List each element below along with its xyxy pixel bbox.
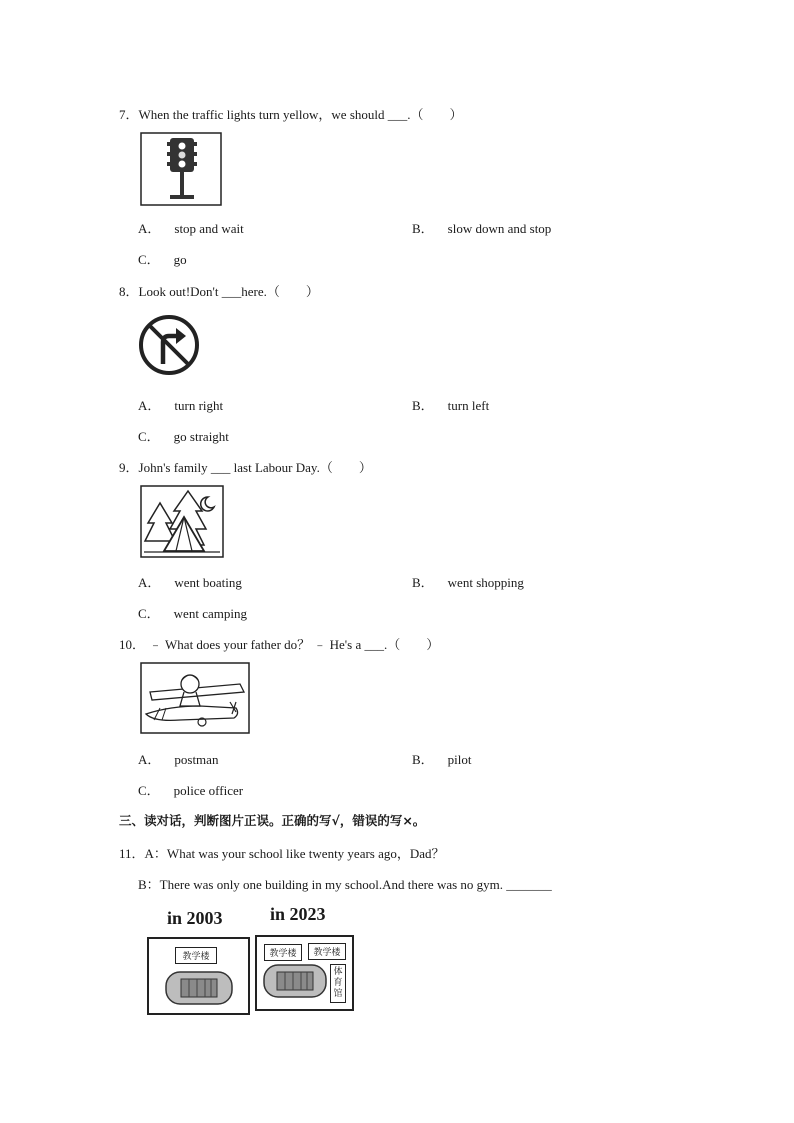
- question-10-stem: 10． ﹣ What does your father do？ ﹣ He's a ___.（ ）: [119, 637, 440, 652]
- option-10a[interactable]: A． postman: [138, 752, 219, 767]
- section-3-title: 三、读对话，判断图片正误。正确的写√，错误的写×。: [119, 813, 426, 828]
- option-9b[interactable]: B． went shopping: [412, 575, 524, 590]
- question-8-stem: 8．Look out!Don't ___here.（ ）: [119, 284, 319, 299]
- pilot-plane-icon: [140, 662, 250, 734]
- label-2023: in 2023: [270, 904, 326, 924]
- option-8a[interactable]: A． turn right: [138, 398, 224, 413]
- no-right-turn-icon: [138, 314, 200, 376]
- school-2003-image: [147, 937, 250, 1015]
- option-10c[interactable]: C． police officer: [138, 783, 244, 798]
- traffic-light-icon: [140, 132, 222, 206]
- option-8b[interactable]: B． turn left: [412, 398, 490, 413]
- option-8c[interactable]: C． go straight: [138, 429, 229, 444]
- question-11-line-a: 11．A：What was your school like twenty years ago，Dad？: [119, 846, 445, 861]
- playground-icon: [263, 964, 327, 998]
- camping-icon: [140, 485, 224, 558]
- option-7b[interactable]: B． slow down and stop: [412, 221, 552, 236]
- school-2023-image: [255, 935, 354, 1011]
- question-7-stem: 7．When the traffic lights turn yellow，we should ___.（ ）: [119, 107, 463, 122]
- playground-icon: [165, 971, 233, 1005]
- question-11-line-b: B：There was only one building in my school.And there was no gym. _______: [138, 877, 552, 892]
- teaching-building-label: 教学楼: [308, 943, 346, 960]
- option-9a[interactable]: A． went boating: [138, 575, 242, 590]
- gym-label: 体育馆: [330, 964, 346, 1003]
- option-7c[interactable]: C． go: [138, 252, 187, 267]
- option-10b[interactable]: B． pilot: [412, 752, 472, 767]
- option-7a[interactable]: A． stop and wait: [138, 221, 244, 236]
- teaching-building-label: 教学楼: [175, 947, 217, 964]
- teaching-building-label: 教学楼: [264, 944, 302, 961]
- label-2003: in 2003: [167, 908, 223, 928]
- question-9-stem: 9．John's family ___ last Labour Day.（ ）: [119, 460, 372, 475]
- option-9c[interactable]: C． went camping: [138, 606, 247, 621]
